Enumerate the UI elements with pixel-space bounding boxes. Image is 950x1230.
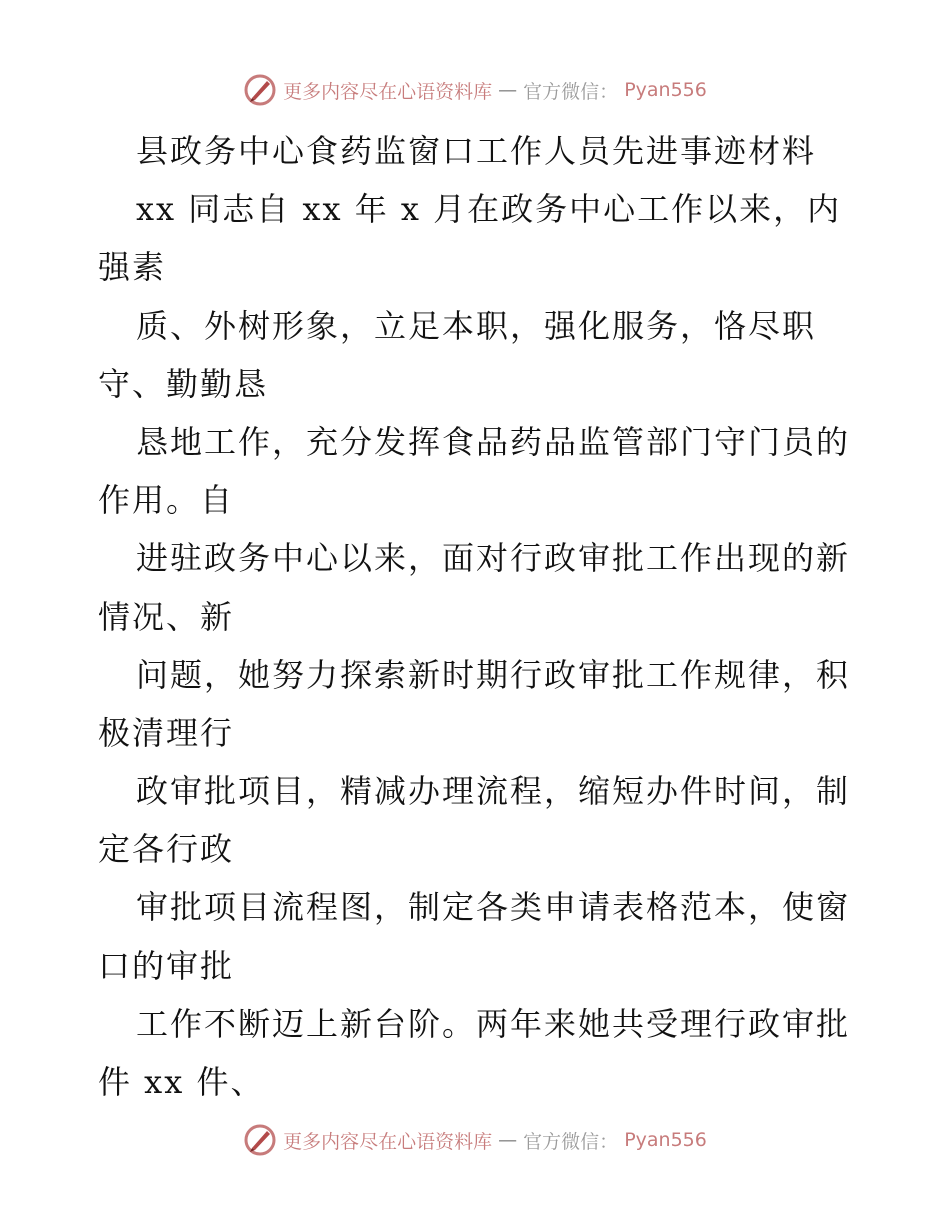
text-line: 质、外树形象，立足本职，强化服务，恪尽职 xyxy=(136,306,817,345)
header-banner xyxy=(0,72,950,108)
footer-banner xyxy=(0,1122,950,1158)
document-title: 县政务中心食药监窗口工作人员先进事迹材料 xyxy=(136,132,817,170)
text-line: 守、勤勤恳 xyxy=(98,364,269,403)
text-line: 件 xx 件、 xyxy=(98,1063,265,1101)
text-line: xx 同志自 xx 年 x 月在政务中心工作以来，内 xyxy=(136,190,842,229)
text-line: 进驻政务中心以来，面对行政审批工作出现的新 xyxy=(136,539,851,578)
text-line: 政审批项目，精减办理流程，缩短办件时间，制 xyxy=(136,772,851,811)
banner-dash: — xyxy=(498,79,518,101)
text-line: 强素 xyxy=(98,248,167,287)
text-line: 问题，她努力探索新时期行政审批工作规律，积 xyxy=(136,655,851,694)
banner-text: 更多内容尽在心语资料库 xyxy=(283,1130,493,1153)
text-line: 定各行政 xyxy=(98,830,235,869)
text-line: 工作不断迈上新台阶。两年来她共受理行政审批 xyxy=(136,1004,851,1043)
text-line: 作用。自 xyxy=(98,481,235,520)
banner-wechat-label: 官方微信： xyxy=(523,1130,619,1153)
quill-pen-icon xyxy=(243,73,277,107)
text-line: 恳地工作，充分发挥食品药品监管部门守门员的 xyxy=(136,422,851,461)
document-body xyxy=(98,122,858,1111)
banner-wechat-label: 官方微信： xyxy=(523,80,619,103)
text-line: 情况、新 xyxy=(98,597,235,636)
text-line: 口的审批 xyxy=(98,946,235,985)
banner-wechat-id: Pyan556 xyxy=(624,1129,707,1151)
banner-wechat-id: Pyan556 xyxy=(624,79,707,101)
text-line: 审批项目流程图，制定各类申请表格范本，使窗 xyxy=(136,888,851,927)
quill-pen-icon xyxy=(243,1123,277,1157)
banner-dash: — xyxy=(498,1129,518,1151)
text-line: 极清理行 xyxy=(98,713,235,752)
banner-text: 更多内容尽在心语资料库 xyxy=(283,80,493,103)
